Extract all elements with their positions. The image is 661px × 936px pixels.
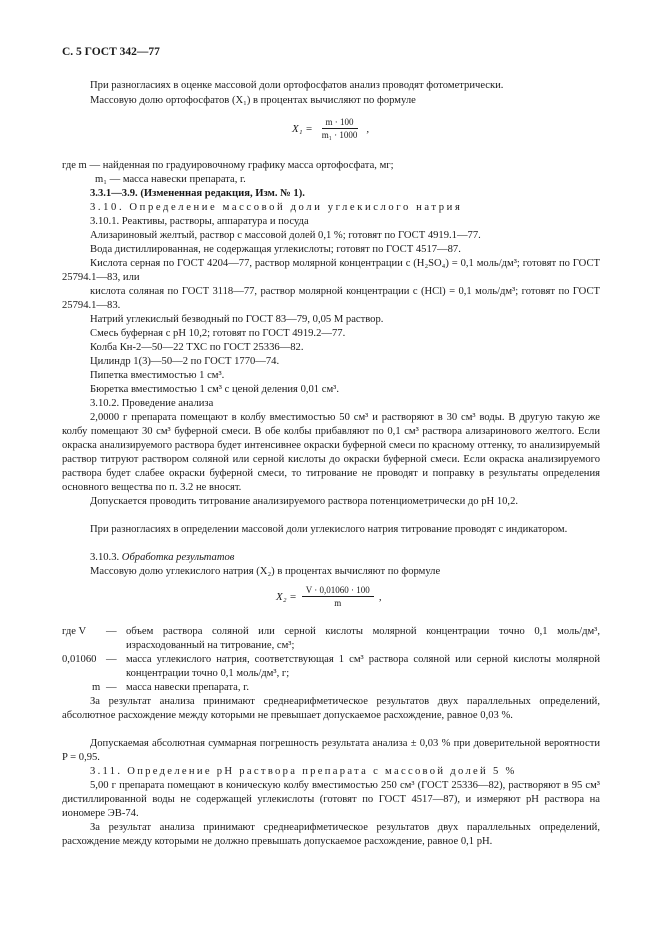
ph-procedure-paragraph: 5,00 г препарата помещают в коническую колбу вместимостью 250 см³ (ГОСТ 25336—82), растворяют в 95 см³ дистиллированной воды не содержащей углекислоты (готовят по ГОСТ 4517—87), и измеряют pH раствора на иономере ЭВ-74. — [62, 780, 600, 819]
reagent-item: Бюретка вместимостью 1 см³ с ценой деления 0,01 см³. — [90, 384, 339, 395]
definition-dash: — — [106, 654, 117, 665]
section-3-10-3-heading: Обработка результатов — [121, 552, 235, 563]
section-3-10-1-title: 3.10.1. Реактивы, растворы, аппаратура и посуда — [90, 216, 309, 227]
definition-text: масса навески препарата, г. — [126, 682, 249, 693]
definition-term: 0,01060 — [62, 654, 97, 665]
section-3-10-3-number: 3.10.3. — [90, 552, 120, 563]
x2-intro: Массовую долю углекислого натрия (X₂) в процентах вычисляют по формуле — [90, 566, 441, 577]
definition-m — [0, 681, 661, 695]
intro-paragraph-1: При разногласиях в оценке массовой доли ортофосфатов анализ проводят фотометрически. — [90, 80, 504, 91]
section-3-10-3-title — [62, 551, 600, 565]
page-header: С. 5 ГОСТ 342—77 — [62, 46, 160, 58]
formula-x2-fraction — [302, 585, 374, 608]
reagent-item: Вода дистиллированная, не содержащая углекислоты; готовят по ГОСТ 4517—87. — [90, 244, 461, 255]
result-paragraph-1: За результат анализа принимают среднеарифметическое результатов двух параллельных определений, абсолютное расхождение между которыми не превышает допускаемое расхождение, равное 0,03 %. — [62, 696, 600, 721]
reagent-item: Кислота серная по ГОСТ 4204—77, раствор молярной концентрации c (H₂SO₄) = 0,1 моль/дм³; готовят по ГОСТ 25794.1—83, или — [62, 258, 600, 283]
reagent-item: Пипетка вместимостью 1 см³. — [90, 370, 225, 381]
where-m: где m — найденная по градуировочному графику масса ортофосфата, мг; — [62, 160, 394, 171]
definition-term: m — [92, 682, 101, 693]
reagent-item: Натрий углекислый безводный по ГОСТ 83—79, 0,05 М раствор. — [90, 314, 384, 325]
formula-x2-tail: , — [378, 590, 382, 603]
error-paragraph: Допускаемая абсолютная суммарная погрешность результата анализа ± 0,03 % при доверительной вероятности P = 0,95. — [62, 738, 600, 763]
definition-term: где V — [62, 626, 87, 637]
definition-text: объем раствора соляной или серной кислоты молярной концентрации точно 0,1 моль/дм³, израсходованный на титрование, см³; — [126, 626, 600, 651]
reagent-item: Цилиндр 1(3)—50—2 по ГОСТ 1770—74. — [90, 356, 280, 367]
formula-x2-lhs: X₂ = — [276, 590, 297, 603]
reagent-item: Смесь буферная с pH 10,2; готовят по ГОСТ 4919.2—77. — [90, 328, 346, 339]
reagent-item: Колба Кн-2—50—22 ТХС по ГОСТ 25336—82. — [90, 342, 304, 353]
potentiometric-paragraph: Допускается проводить титрование анализируемого раствора потенциометрически до pH 10,2. — [90, 496, 519, 507]
section-3-10-title: 3.10. Определение массовой доли углекислого натрия — [90, 202, 463, 213]
intro-paragraph-2: Массовую долю ортофосфатов (X₁) в процентах вычисляют по формуле — [90, 95, 416, 106]
formula-x1 — [292, 117, 369, 140]
definition-v — [0, 625, 661, 653]
definition-coefficient — [0, 653, 661, 681]
formula-x1-denominator: m₁ · 1000 — [321, 130, 358, 140]
formula-x2-numerator: V · 0,01060 · 100 — [302, 585, 374, 597]
amendment-note: 3.3.1—3.9. (Измененная редакция, Изм. № 1). — [90, 188, 305, 199]
section-3-11-title: 3.11. Определение pH раствора препарата с массовой долей 5 % — [90, 766, 517, 777]
formula-x1-tail: , — [366, 122, 370, 135]
reagent-item: кислота соляная по ГОСТ 3118—77, раствор молярной концентрации c (HCl) = 0,1 моль/дм³; готовят по ГОСТ 25794.1—83. — [62, 286, 600, 311]
definition-dash: — — [106, 682, 117, 693]
disagreement-paragraph: При разногласиях в определении массовой доли углекислого натрия титрование проводят с индикатором. — [90, 524, 568, 535]
procedure-paragraph: 2,0000 г препарата помещают в колбу вместимостью 50 см³ и растворяют в 30 см³ воды. В другую такую же колбу помещают 30 см³ буферной смеси. В обе колбы прибавляют по 0,1 см³ раствора ализаринового желтого. Если окраска анализируемого раствора будет интенсивнее окраски буферной смеси по красному оттенку, то анализируемый раствор титруют раствором соляной или серной кислоты до окраски буферной смеси. Если окраска анализируемого раствора будет слабее окраски буферной смеси, то титрование не проводят и поправку в результаты определения основного вещества по п. 3.2 не вносят. — [62, 412, 600, 493]
where-m1: m₁ — масса навески препарата, г. — [95, 174, 246, 185]
definition-dash: — — [106, 626, 117, 637]
section-3-10-2-title: 3.10.2. Проведение анализа — [90, 398, 214, 409]
formula-x2 — [276, 585, 382, 608]
formula-x1-lhs: X₁ = — [292, 122, 313, 135]
formula-x1-fraction — [318, 117, 362, 140]
result-paragraph-2: За результат анализа принимают среднеарифметическое результатов двух параллельных определений, расхождение между которыми не должно превышать допускаемое расхождение, равное 0,1 pH. — [62, 822, 600, 847]
definition-text: масса углекислого натрия, соответствующая 1 см³ раствора соляной или серной кислоты молярной концентрации точно 0,1 моль/дм³, г; — [126, 654, 600, 679]
reagent-item: Ализариновый желтый, раствор с массовой долей 0,1 %; готовят по ГОСТ 4919.1—77. — [90, 230, 481, 241]
formula-x2-denominator: m — [334, 598, 342, 608]
formula-x1-numerator: m · 100 — [322, 117, 358, 129]
